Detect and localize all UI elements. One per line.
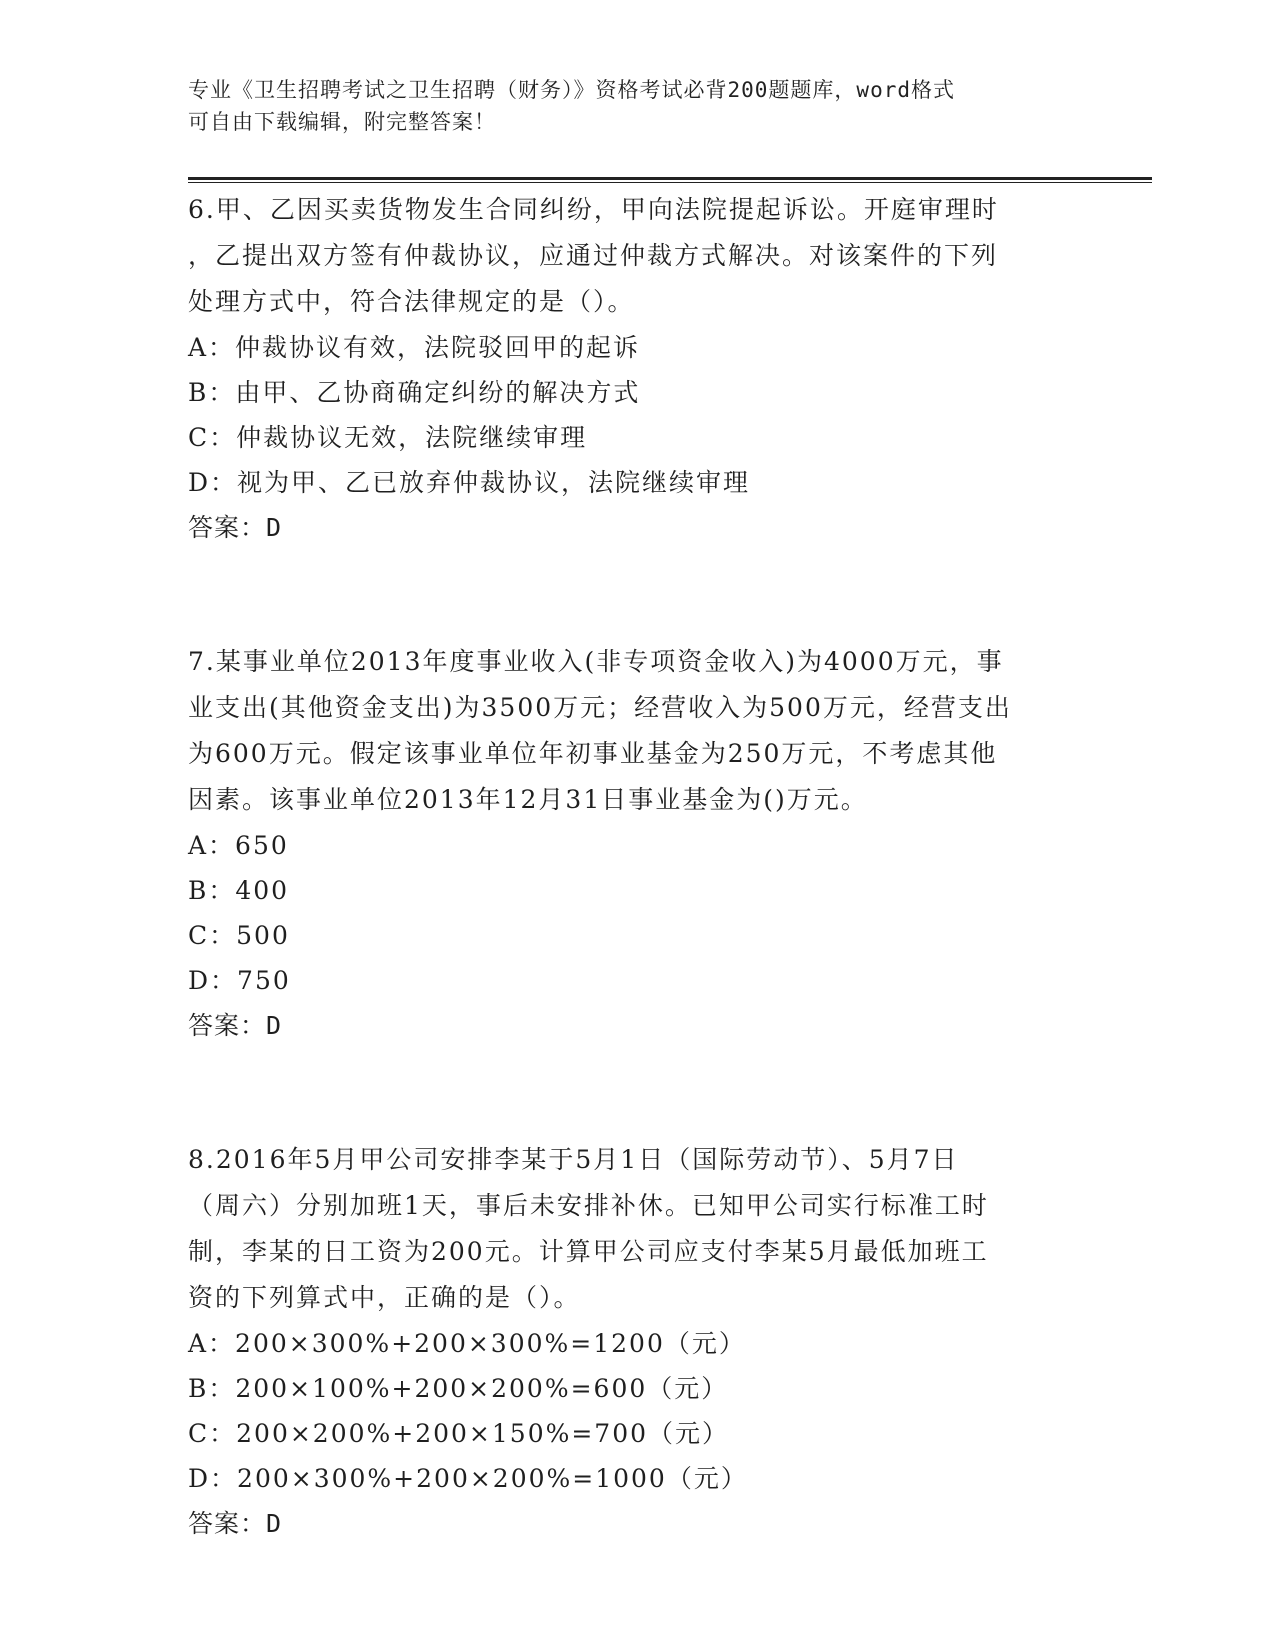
header-line-2: 可自由下载编辑，附完整答案！	[188, 110, 496, 134]
question-text-line: 制，李某的日工资为200元。计算甲公司应支付李某5月最低加班工	[188, 1237, 989, 1266]
question-spacer	[188, 1049, 1088, 1137]
option-d: D：视为甲、乙已放弃仲裁协议，法院继续审理	[188, 468, 751, 497]
option-c: C：仲裁协议无效，法院继续审理	[188, 423, 588, 452]
option-a: A：200×300%+200×300%=1200（元）	[188, 1329, 746, 1358]
question-list	[188, 187, 1088, 1547]
question-text-line: 处理方式中，符合法律规定的是（）。	[188, 287, 635, 316]
option-a: A：仲裁协议有效，法院驳回甲的起诉	[188, 333, 641, 362]
divider-thin-rule	[188, 182, 1152, 183]
option-c: C：500	[188, 921, 290, 950]
answer-label: 答案：D	[188, 1011, 283, 1040]
question-text-line: （周六）分别加班1天，事后未安排补休。已知甲公司实行标准工时	[188, 1191, 989, 1220]
document-header	[188, 74, 1088, 138]
answer-label: 答案：D	[188, 1509, 283, 1538]
question-6	[188, 187, 1088, 551]
question-spacer	[188, 551, 1088, 639]
option-b: B：200×100%+200×200%=600（元）	[188, 1374, 729, 1403]
answer-label: 答案：D	[188, 513, 283, 542]
option-a: A：650	[188, 831, 289, 860]
question-text-line: 8.2016年5月甲公司安排李某于5月1日（国际劳动节）、5月7日	[188, 1145, 959, 1174]
header-divider	[188, 177, 1152, 183]
question-text-line: 资的下列算式中，正确的是（）。	[188, 1283, 581, 1312]
option-c: C：200×200%+200×150%=700（元）	[188, 1419, 730, 1448]
option-b: B：400	[188, 876, 290, 905]
question-text-line: 6.甲、乙因买卖货物发生合同纠纷，甲向法院提起诉讼。开庭审理时	[188, 195, 999, 224]
question-8	[188, 1137, 1088, 1547]
option-b: B：由甲、乙协商确定纠纷的解决方式	[188, 378, 641, 407]
question-text-line: 因素。该事业单位2013年12月31日事业基金为()万元。	[188, 785, 868, 814]
question-text-line: 为600万元。假定该事业单位年初事业基金为250万元，不考虑其他	[188, 739, 998, 768]
question-text-line: ，乙提出双方签有仲裁协议，应通过仲裁方式解决。对该案件的下列	[188, 241, 999, 270]
header-line-1: 专业《卫生招聘考试之卫生招聘（财务）》资格考试必背200题题库，word格式	[188, 78, 955, 102]
question-7	[188, 639, 1088, 1049]
question-text-line: 业支出(其他资金支出)为3500万元；经营收入为500万元，经营支出	[188, 693, 1012, 722]
option-d: D：750	[188, 966, 291, 995]
divider-thick-rule	[188, 177, 1152, 180]
option-d: D：200×300%+200×200%=1000（元）	[188, 1464, 748, 1493]
question-text-line: 7.某事业单位2013年度事业收入(非专项资金收入)为4000万元，事	[188, 647, 1004, 676]
